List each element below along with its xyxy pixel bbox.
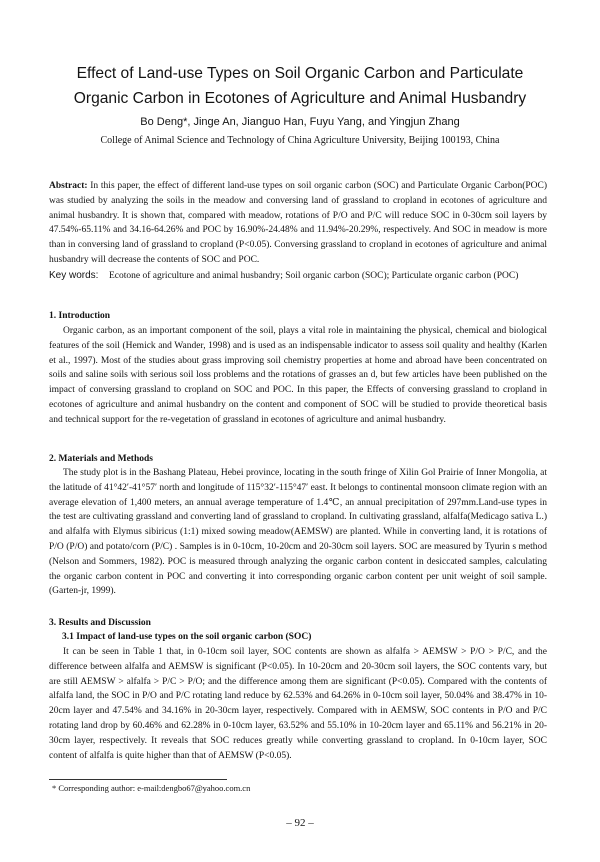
subsection-heading-soc: 3.1 Impact of land-use types on the soil organic carbon (SOC)	[62, 632, 312, 642]
section-heading-methods: 2. Materials and Methods	[49, 454, 153, 464]
footnote-divider	[49, 779, 227, 780]
keywords	[49, 269, 547, 283]
results-paragraph: It can be seen in Table 1 that, in 0-10cm soil layer, SOC contents are shown as alfalfa > AEMSW > P/O > P/C, and the difference between alfalfa and AEMSW is significant (P<0.05). In 10-20cm and 20-30cm soil layers, the SOC contents vary, but are still AEMSW > alfalfa > P/C > P/O; and the difference among them are significant (P<0.05). Compared with the contents of alfalfa land, the SOC in P/O and P/C rotating land reduce by 62.53% and 64.26% in 0-10cm soil layer, 50.04% and 38.47% in 10-20cm layer and 47.54% and 34.16% in 20-30cm layer, respectively. Compared with in AEMSW, SOC contents in P/O and P/C rotating land drop by 60.46% and 62.28% in 0-10cm layer, 63.52% and 55.10% in 10-20cm layer and 65.11% and 56.21% in 20-30cm layer, respectively. It reveals that SOC reduces greatly while converting grassland to cropland. In 0-10cm layer, SOC content of alfalfa is quite higher than that of AEMSW (P<0.05).	[49, 647, 547, 761]
affiliation: College of Animal Science and Technology of China Agriculture University, Beijing 100193, China	[100, 135, 500, 146]
introduction-paragraph: Organic carbon, as an important component of the soil, plays a vital role in maintaining the physical, chemical and biological features of the soil (Hemick and Wander, 1998) and is used as an indispensable indicator to assess soil quality and healthy (Karlen et al., 1997). Most of the studies about grass improving soil chemistry properties at home and abroad have been concentrated on soils and saline soils with serious soil loss problems and the rotations of grasses an d, but few articles have been published on the impact of conversing grassland to cropland on SOC and POC. In this paper, the Effects of conversing grassland to cropland in ecotones of agriculture and animal husbandry on the content and component of SOC will be studied to provide theoretical basis and technical support for the re-vegetation of grassland in ecotones of agriculture and animal husbandry.	[49, 326, 547, 425]
page-number: – 92 –	[286, 817, 314, 829]
section-heading-results: 3. Results and Discussion	[49, 618, 151, 628]
introduction-body	[49, 324, 547, 428]
abstract	[49, 179, 547, 268]
abstract-text: In this paper, the effect of different land-use types on soil organic carbon (SOC) and Particulate Organic Carbon(POC) was studied by analyzing the soils in the meadow and conversing land of grassland to cropland in ecotones of agriculture and animal husbandry. It is shown that, compared with meadow, rotations of P/O and P/C will reduce SOC in 0-30cm soil layers by 47.54%-65.11% and 34.16-64.26% and POC by 16.90%-24.48% and 11.94%-20.29%, respectively. And SOC in meadow is more than in conversing land of grassland to cropland (P<0.05). Conversing grassland to cropland in ecotones of agriculture and animal husbandry will decrease the contents of SOC and POC.	[49, 181, 548, 265]
results-body	[49, 645, 547, 763]
methods-body	[49, 466, 547, 599]
keywords-label: Key words:	[49, 270, 99, 281]
footnote: * Corresponding author: e-mail:dengbo67@yahoo.com.cn	[52, 783, 251, 793]
methods-paragraph: The study plot is in the Bashang Plateau, Hebei province, locating in the south fringe of Xilin Gol Prairie of Inner Mongolia, at the latitude of 41°42′-41°57′ north and longitude of 115°32′-115°47′ east. It belongs to continental monsoon climate region with an average elevation of 1,400 meters, an annual average temperature of 1.4℃, an annual precipitation of 297mm.Land-use types in the test are cultivating grassland and converting land of grassland to cropland. In cultivating grassland, alfalfa(Medicago sativa L.) and alfalfa with Elymus sibiricus (1:1) mixed sowing meadow(AEMSW) are planted. While in converting land, it is rotations of P/O (P/O) and potato/corn (P/C) . Samples is in 0-10cm, 10-20cm and 20-30cm soil layers. SOC are measured by Tyurin s method (Nelson and Sommers, 1982). POC is measured through analyzing the organic carbon content in desiccated samples, calculating the organic carbon content in POC and converting it into corresponding organic carbon content per unit weight of soil sample. (Garten-jr, 1999).	[49, 468, 547, 597]
keywords-text: Ecotone of agriculture and animal husbandry; Soil organic carbon (SOC); Particulate organic carbon (POC)	[109, 271, 519, 281]
title-line-2: Organic Carbon in Ecotones of Agriculture and Animal Husbandry	[73, 90, 527, 107]
abstract-label: Abstract:	[49, 181, 88, 191]
title-line-1: Effect of Land-use Types on Soil Organic Carbon and Particulate	[76, 65, 524, 82]
section-heading-introduction: 1. Introduction	[49, 311, 111, 321]
authors: Bo Deng*, Jinge An, Jianguo Han, Fuyu Yang, and Yingjun Zhang	[140, 116, 460, 128]
